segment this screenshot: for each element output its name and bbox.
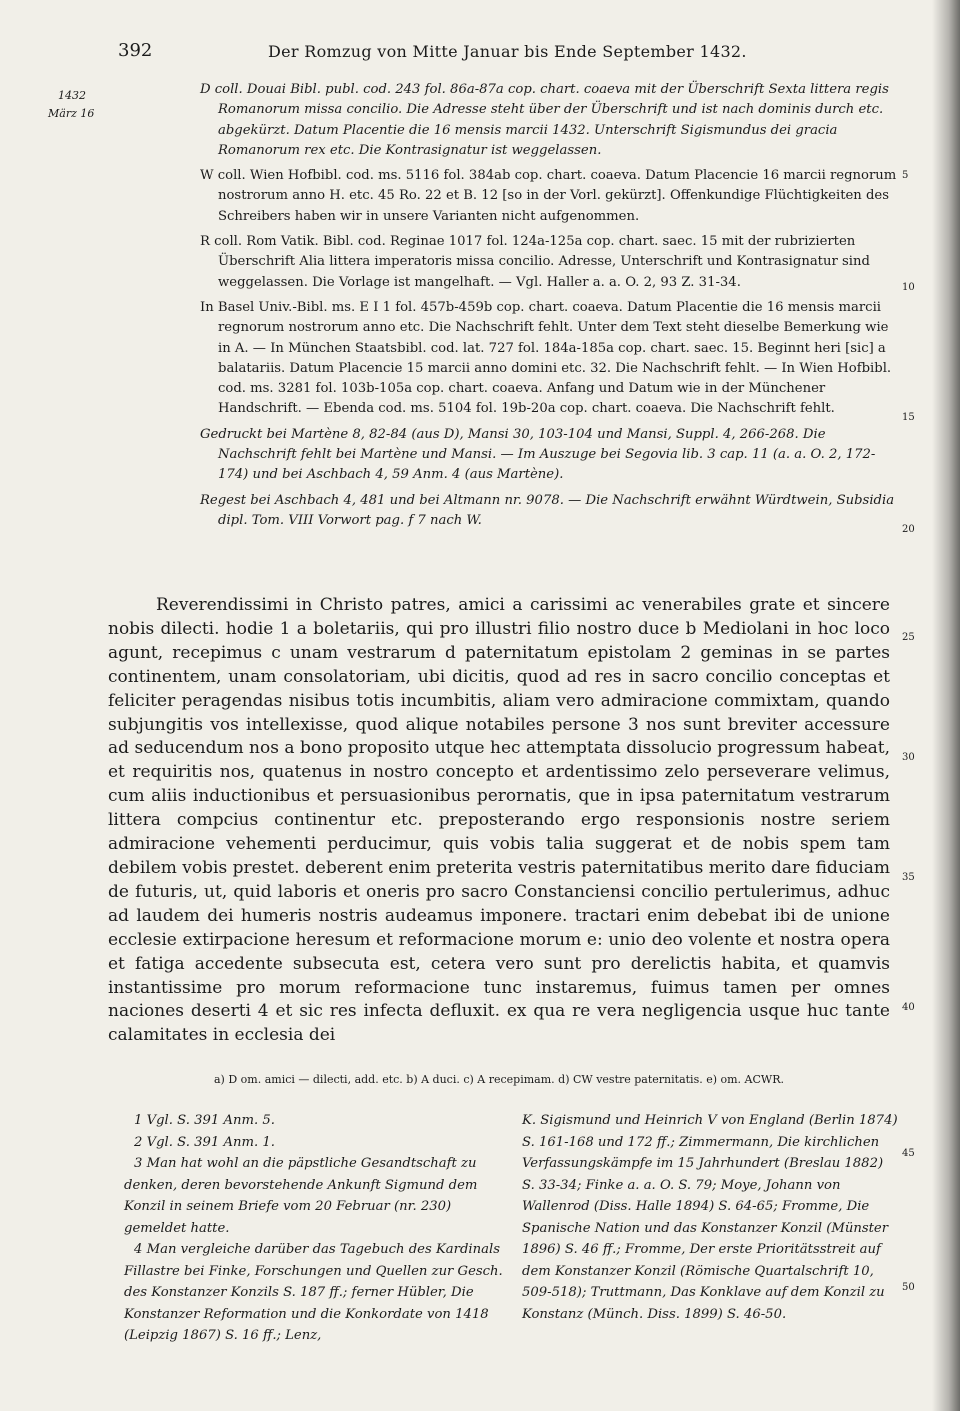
letter-body: Reverendissimi in Christo patres, amici a carissimi ac venerabiles grate et sincere nobis dilecti. hodie 1 a boletariis, qui pro illustri filio nostro duce b Mediolani in hoc loco agunt, recepimus c unam vestrarum d paternitatum epistolam 2 geminas in se partes continentem, unam consolatoriam, ubi dicitis, quod ad res in sacro concilio conceptas et feliciter peragendas nisibus totis incumbitis, aliam vero admiracione commixtam, quando subjungitis vos intellexisse, quod alique notabiles persone 3 nos sunt breviter accessure ad seducendum nos a bono proposito utque hec attemptata dissolucio progressum habeat, et requiritis nos, quatenus in nostro concepto et ardentissimo zelo perseverare velimus, cum aliis inductionibus et persuasionibus perornatis, que in ipsa paternitatum vestrarum littera compcius continentur etc. preposterando ergo responsionis nostre seriem admiracione vehementi perducimur, quis vobis talia suggerat et de nobis spem tam debilem vobis prestet. deberent enim preterita vestris paternitatibus merito dare fiduciam de futuris, ut, quid laboris et oneris pro sacro Constanciensi concilio pertulerimus, adhuc ad laudem dei humeris nostris audeamus imponere. tractari enim debebat ibi de unione ecclesie extirpacione heresum et reformacione morum e: unio deo volente et nostra opera et fatiga accedente subsecuta est, cetera vero sunt pro derelictis habita, et quamvis instantissime pro morum reformacione tunc instaremus, fuimus tamen per omnes naciones deserti 4 et sic res infecta defluxit. ex qua re vera negligencia usque huc tante calamitates in ecclesia dei	[108, 595, 890, 1046]
apparatus-entry: W coll. Wien Hofbibl. cod. ms. 5116 fol. 384ab cop. chart. coaeva. Datum Placencie 16 marcii regnorum nostrorum anno H. etc. 45 Ro. 22 et B. 12 [so in der Vorl. gekürzt]. Offenkundige Flüchtigkeiten des Schreibers haben wir in unsere Varianten nicht aufgenommen.	[200, 168, 897, 224]
margin-year: 1432	[58, 89, 86, 102]
line-number: 20	[902, 524, 915, 535]
manuscript-apparatus	[200, 80, 900, 536]
line-number: 25	[902, 632, 915, 643]
footnotes-right-column	[522, 1110, 898, 1325]
line-number: 35	[902, 872, 915, 883]
footnote: 1 Vgl. S. 391 Anm. 5.	[134, 1113, 275, 1128]
footnote: 3 Man hat wohl an die päpstliche Gesandtschaft zu denken, deren bevorstehende Ankunft Sigmund dem Konzil in seinem Briefe vom 20 Februar (nr. 230) gemeldet hatte.	[124, 1156, 478, 1236]
line-number: 5	[902, 170, 909, 181]
variant-readings: a) D om. amici — dilecti, add. etc. b) A duci. c) A recepimam. d) CW vestre paternitatis. e) om. ACWR.	[214, 1073, 784, 1086]
apparatus-entry: D coll. Douai Bibl. publ. cod. 243 fol. 86a-87a cop. chart. coaeva mit der Überschrift Sexta littera regis Romanorum missa concilio. Die Adresse steht über der Überschrift und ist nach dominis durch etc. abgekürzt. Datum Placentie die 16 mensis marcii 1432. Unterschrift Sigismundus dei gracia Romanorum rex etc. Die Kontrasignatur ist weggelassen.	[200, 82, 889, 158]
apparatus-entry: Regest bei Aschbach 4, 481 und bei Altmann nr. 9078. — Die Nachschrift erwähnt Würdtwein, Subsidia dipl. Tom. VIII Vorwort pag. f 7 nach W.	[200, 492, 895, 528]
line-number: 40	[902, 1002, 915, 1013]
line-number: 15	[902, 412, 915, 423]
line-number: 50	[902, 1282, 915, 1293]
running-header	[118, 40, 888, 64]
line-number: 10	[902, 282, 915, 293]
apparatus-entry: Gedruckt bei Martène 8, 82-84 (aus D), Mansi 30, 103-104 und Mansi, Suppl. 4, 266-268. Die Nachschrift fehlt bei Martène und Mansi. — Im Auszuge bei Segovia lib. 3 cap. 11 (a. a. O. 2, 172-174) und bei Aschbach 4, 59 Anm. 4 (aus Martène).	[200, 426, 876, 483]
main-text	[108, 594, 890, 1048]
apparatus-entry: In Basel Univ.-Bibl. ms. E I 1 fol. 457b-459b cop. chart. coaeva. Datum Placentie die 16 mensis marcii regnorum nostrorum anno etc. Die Nachschrift fehlt. Unter dem Text steht dieselbe Bemerkung wie in A. — In München Staatsbibl. cod. lat. 727 fol. 184a-185a cop. chart. saec. 15. Beginnt heri [sic] a balatariis. Datum Placencie 15 marcii anno domini etc. 32. Die Nachschrift fehlt. — In Wien Hofbibl. cod. ms. 3281 fol. 103b-105a cop. chart. coaeva. Anfang und Datum wie in der Münchener Handschrift. — Ebenda cod. ms. 5104 fol. 19b-20a cop. chart. coaeva. Die Nachschrift fehlt.	[200, 299, 892, 417]
page-number: 392	[118, 40, 153, 61]
footnote: 4 Man vergleiche darüber das Tagebuch des Kardinals Fillastre bei Finke, Forschungen und Quellen zur Gesch. des Konstanzer Konzils S. 187 ff.; ferner Hübler, Die Konstanzer Reformation und die Konkordate von 1418 (Leipzig 1867) S. 16 ff.; Lenz,	[124, 1242, 503, 1343]
page-spine-shadow	[932, 0, 960, 1411]
running-title: Der Romzug von Mitte Januar bis Ende September 1432.	[268, 42, 747, 61]
footnote: 2 Vgl. S. 391 Anm. 1.	[134, 1134, 275, 1150]
footnotes-left-column	[124, 1110, 504, 1347]
line-number: 30	[902, 752, 915, 763]
margin-date: März 16	[48, 107, 95, 120]
line-number: 45	[902, 1148, 915, 1159]
apparatus-entry: R coll. Rom Vatik. Bibl. cod. Reginae 1017 fol. 124a-125a cop. chart. saec. 15 mit der rubrizierten Überschrift Alia littera imperatoris missa concilio. Adresse, Unterschrift und Kontrasignatur sind weggelassen. Die Vorlage ist mangelhaft. — Vgl. Haller a. a. O. 2, 93 Z. 31-34.	[200, 234, 870, 290]
footnote-continuation: K. Sigismund und Heinrich V von England (Berlin 1874) S. 161-168 und 172 ff.; Zimmermann, Die kirchlichen Verfassungskämpfe im 15 Jahrhundert (Breslau 1882) S. 33-34; Finke a. a. O. S. 79; Moye, Johann von Wallenrod (Diss. Halle 1894) S. 64-65; Fromme, Die Spanische Nation und das Konstanzer Konzil (Münster 1896) S. 46 ff.; Fromme, Der erste Prioritätsstreit auf dem Konstanzer Konzil (Römische Quartalschrift 10, 509-518); Truttmann, Das Konklave auf dem Konzil zu Konstanz (Münch. Diss. 1899) S. 46-50.	[522, 1113, 898, 1322]
